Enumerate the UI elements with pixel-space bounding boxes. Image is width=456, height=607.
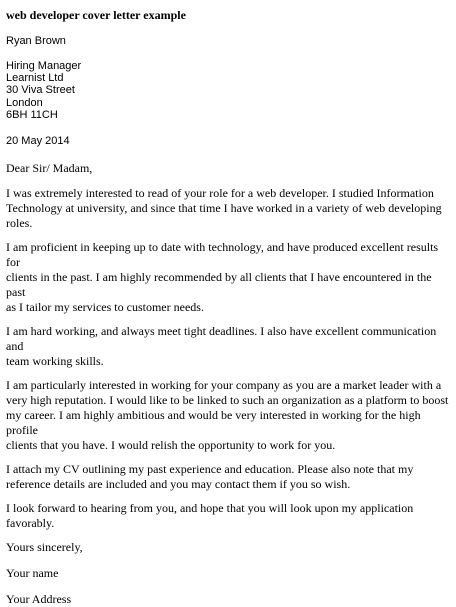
letter-date: 20 May 2014 xyxy=(6,134,70,147)
recipient-line: Hiring Manager xyxy=(6,60,82,72)
closing: Yours sincerely, xyxy=(6,539,83,554)
recipient-line: Learnist Ltd xyxy=(6,72,64,85)
recipient-line: 6BH 11CH xyxy=(6,108,58,121)
body-paragraph: I look forward to hearing from you, and hope that you will look upon my application favorably. xyxy=(6,500,414,530)
recipient-address xyxy=(6,60,450,121)
body-paragraph: I am particularly interested in working for your company as you are a market leader with a very high reputation. I would like to be linked to such an organization as a platform to boost my career. I am highly ambitious and would be very interested in working for the high profile clients that you have. I would relish the opportunity to work for you. xyxy=(6,377,449,452)
body-paragraph: I am proficient in keeping up to date with technology, and have produced excellent results for clients in the past. I am highly recommended by all clients that I have encountered in the past as I tailor my services to customer needs. xyxy=(6,239,439,314)
body-paragraph: I attach my CV outlining my past experience and education. Please also note that my reference details are included and you may contact them if you so wish. xyxy=(6,461,414,491)
body-paragraph: I was extremely interested to read of your role for a web developer. I studied Information Technology at university, and since that time I have worked in a variety of web developing roles. xyxy=(6,185,442,230)
recipient-line: 30 Viva Street xyxy=(6,84,75,97)
signature-name: Your name xyxy=(6,565,59,580)
recipient-line: London xyxy=(6,96,43,109)
sender-name: Ryan Brown xyxy=(6,35,66,47)
letter-title: web developer cover letter example xyxy=(6,8,186,22)
signature-address: Your Address xyxy=(6,591,72,606)
salutation: Dear Sir/ Madam, xyxy=(6,160,93,175)
body-paragraph: I am hard working, and always meet tight deadlines. I also have excellent communication and team working skills. xyxy=(6,323,437,368)
